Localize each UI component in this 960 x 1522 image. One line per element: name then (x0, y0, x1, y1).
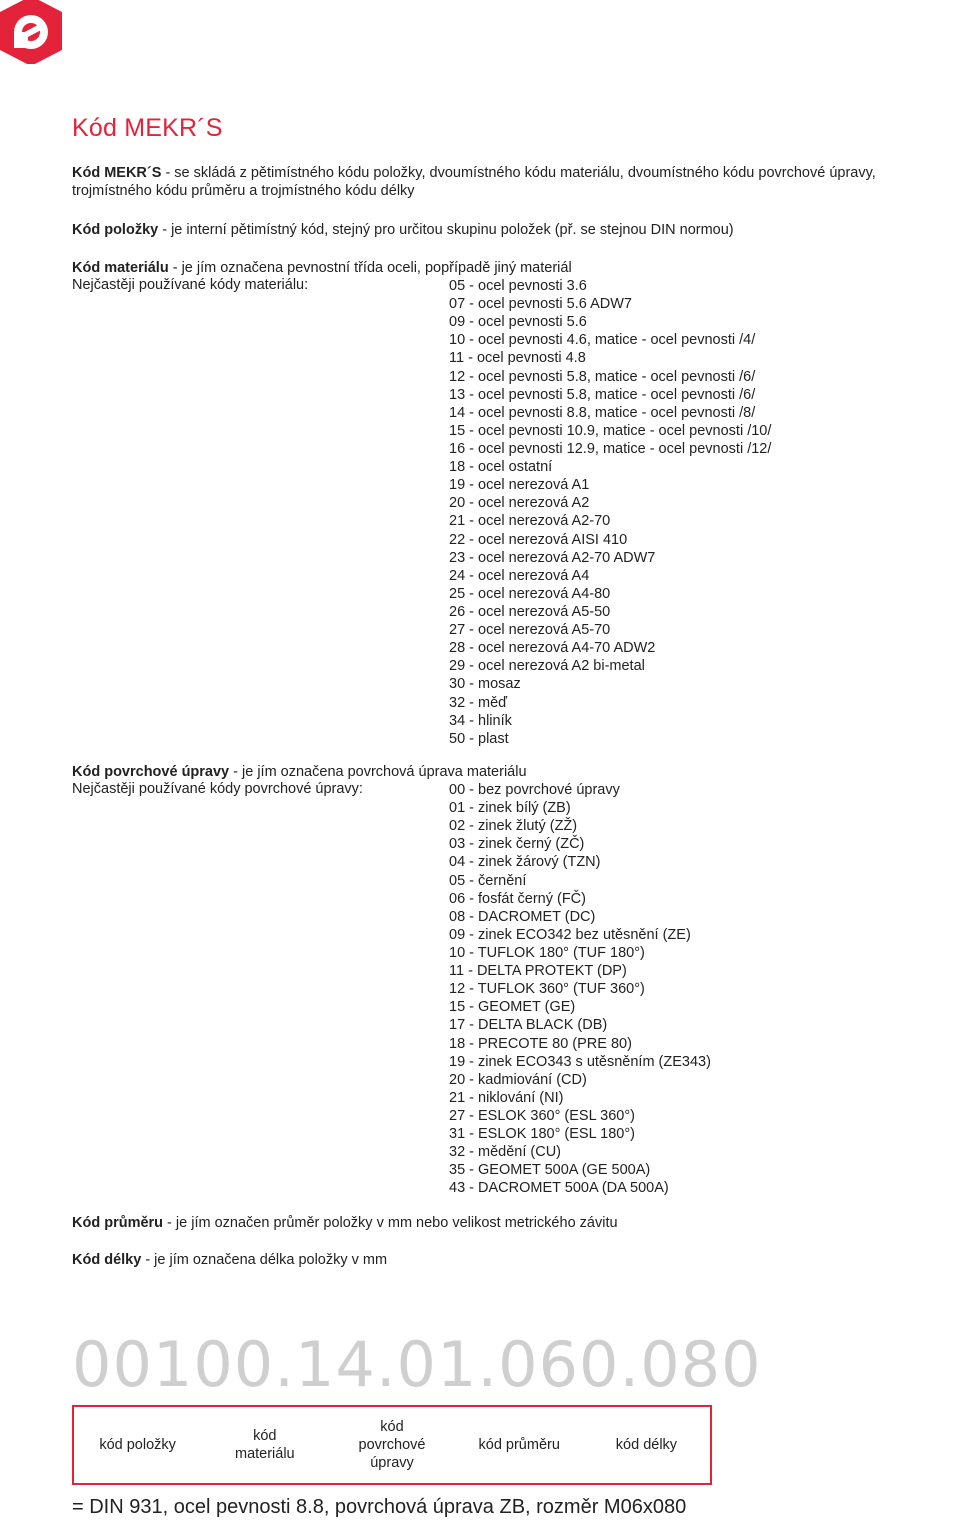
page-title: Kód MEKR´S (72, 114, 223, 142)
material-code-item: 19 - ocel nerezová A1 (449, 477, 590, 494)
material-code-list (449, 277, 771, 748)
surface-code-item: 21 - niklování (NI) (449, 1089, 564, 1106)
e-hexagon-logo-icon (0, 0, 62, 64)
surface-code-paragraph (72, 763, 952, 781)
surface-list-label: Nejčastěji používané kódy povrchové úpravy: (72, 781, 363, 797)
surface-code-item: 18 - PRECOTE 80 (PRE 80) (449, 1035, 632, 1052)
surface-code-item: 04 - zinek žárový (TZN) (449, 854, 601, 871)
example-result: = DIN 931, ocel pevnosti 8.8, povrchová úprava ZB, rozměr M06x080 (72, 1496, 687, 1518)
code-part-label: kód délky (615, 1437, 678, 1453)
material-code-item: 23 - ocel nerezová A2-70 ADW7 (449, 549, 656, 566)
code-part-cell (328, 1407, 455, 1483)
material-code-item: 12 - ocel pevnosti 5.8, matice - ocel pevnosti /6/ (449, 368, 756, 385)
surface-code-text: - je jím označena povrchová úprava materiálu (229, 764, 527, 780)
material-code-item: 28 - ocel nerezová A4-70 ADW2 (449, 640, 656, 657)
surface-code-item: 00 - bez povrchové úpravy (449, 782, 620, 798)
material-code-item: 05 - ocel pevnosti 3.6 (449, 278, 587, 294)
code-part-label: kód průměru (478, 1437, 560, 1453)
item-code-paragraph (72, 221, 952, 239)
code-part-label: kód položky (99, 1437, 176, 1453)
surface-code-item: 10 - TUFLOK 180° (TUF 180°) (449, 944, 645, 961)
intro-text: - se skládá z pětimístného kódu položky, dvoumístného kódu materiálu, dvoumístného kódu povrchové úpravy, trojmístného kódu průměru a trojmístného kódu délky (72, 165, 876, 199)
code-breakdown-table (72, 1405, 712, 1485)
material-list-label: Nejčastěji používané kódy materiálu: (72, 277, 309, 293)
surface-code-item: 43 - DACROMET 500A (DA 500A) (449, 1180, 669, 1197)
material-code-item: 18 - ocel ostatní (449, 459, 553, 476)
material-code-text: - je jím označena pevnostní třída oceli, popřípadě jiný materiál (168, 260, 572, 276)
surface-code-item: 02 - zinek žlutý (ZŽ) (449, 818, 578, 835)
diameter-code-paragraph (72, 1214, 952, 1232)
surface-code-item: 20 - kadmiování (CD) (449, 1071, 587, 1088)
surface-code-item: 19 - zinek ECO343 s utěsněním (ZE343) (449, 1053, 711, 1070)
code-part-label: kód povrchové úpravy (358, 1419, 426, 1471)
item-code-text: - je interní pětimístný kód, stejný pro určitou skupinu položek (př. se stejnou DIN normou) (158, 222, 734, 238)
surface-code-item: 32 - mědění (CU) (449, 1144, 562, 1161)
diameter-code-term: Kód průměru (72, 1215, 164, 1231)
code-part-cell (456, 1407, 583, 1483)
surface-code-item: 08 - DACROMET (DC) (449, 908, 596, 925)
example-code: 00100.14.01.060.080 (72, 1328, 762, 1401)
length-code-paragraph (72, 1251, 952, 1269)
material-code-item: 25 - ocel nerezová A4-80 (449, 585, 611, 602)
material-code-item: 07 - ocel pevnosti 5.6 ADW7 (449, 296, 632, 313)
material-code-item: 09 - ocel pevnosti 5.6 (449, 314, 587, 331)
material-code-item: 13 - ocel pevnosti 5.8, matice - ocel pevnosti /6/ (449, 386, 756, 403)
surface-code-item: 17 - DELTA BLACK (DB) (449, 1017, 608, 1034)
material-code-item: 21 - ocel nerezová A2-70 (449, 513, 611, 530)
surface-code-item: 35 - GEOMET 500A (GE 500A) (449, 1162, 651, 1179)
material-code-term: Kód materiálu (72, 260, 169, 276)
material-code-item: 11 - ocel pevnosti 4.8 (449, 350, 586, 367)
code-part-label: kód materiálu (234, 1428, 295, 1462)
surface-code-item: 12 - TUFLOK 360° (TUF 360°) (449, 981, 645, 998)
material-code-item: 50 - plast (449, 730, 509, 747)
surface-code-item: 01 - zinek bílý (ZB) (449, 800, 571, 817)
material-code-item: 30 - mosaz (449, 676, 521, 693)
material-code-item: 16 - ocel pevnosti 12.9, matice - ocel pevnosti /12/ (449, 440, 772, 457)
length-code-text: - je jím označena délka položky v mm (141, 1252, 388, 1268)
item-code-term: Kód položky (72, 222, 159, 238)
material-code-item: 32 - měď (449, 694, 508, 711)
material-code-item: 34 - hliník (449, 712, 512, 729)
surface-code-item: 31 - ESLOK 180° (ESL 180°) (449, 1126, 635, 1143)
material-code-item: 24 - ocel nerezová A4 (449, 567, 590, 584)
code-part-cell (74, 1407, 201, 1483)
code-part-cell (583, 1407, 710, 1483)
surface-code-item: 11 - DELTA PROTEKT (DP) (449, 963, 627, 980)
material-code-item: 14 - ocel pevnosti 8.8, matice - ocel pevnosti /8/ (449, 404, 756, 421)
surface-code-item: 09 - zinek ECO342 bez utěsnění (ZE) (449, 926, 691, 943)
surface-code-item: 27 - ESLOK 360° (ESL 360°) (449, 1107, 635, 1124)
material-code-item: 27 - ocel nerezová A5-70 (449, 622, 611, 639)
surface-code-term: Kód povrchové úpravy (72, 764, 230, 780)
surface-code-item: 06 - fosfát černý (FČ) (449, 890, 586, 907)
surface-code-item: 05 - černění (449, 872, 527, 889)
material-code-item: 22 - ocel nerezová AISI 410 (449, 531, 628, 548)
material-code-item: 20 - ocel nerezová A2 (449, 495, 590, 512)
surface-code-item: 03 - zinek černý (ZČ) (449, 836, 585, 853)
surface-code-item: 15 - GEOMET (GE) (449, 999, 576, 1016)
surface-code-list (449, 781, 711, 1198)
intro-paragraph (72, 164, 952, 200)
intro-term: Kód MEKR´S (72, 165, 162, 181)
diameter-code-text: - je jím označen průměr položky v mm nebo velikost metrického závitu (163, 1215, 618, 1231)
material-code-item: 26 - ocel nerezová A5-50 (449, 603, 611, 620)
material-code-paragraph (72, 259, 952, 277)
length-code-term: Kód délky (72, 1252, 142, 1268)
material-code-item: 29 - ocel nerezová A2 bi-metal (449, 658, 645, 675)
material-code-item: 10 - ocel pevnosti 4.6, matice - ocel pevnosti /4/ (449, 332, 756, 349)
material-code-item: 15 - ocel pevnosti 10.9, matice - ocel pevnosti /10/ (449, 422, 772, 439)
code-part-cell (201, 1407, 328, 1483)
